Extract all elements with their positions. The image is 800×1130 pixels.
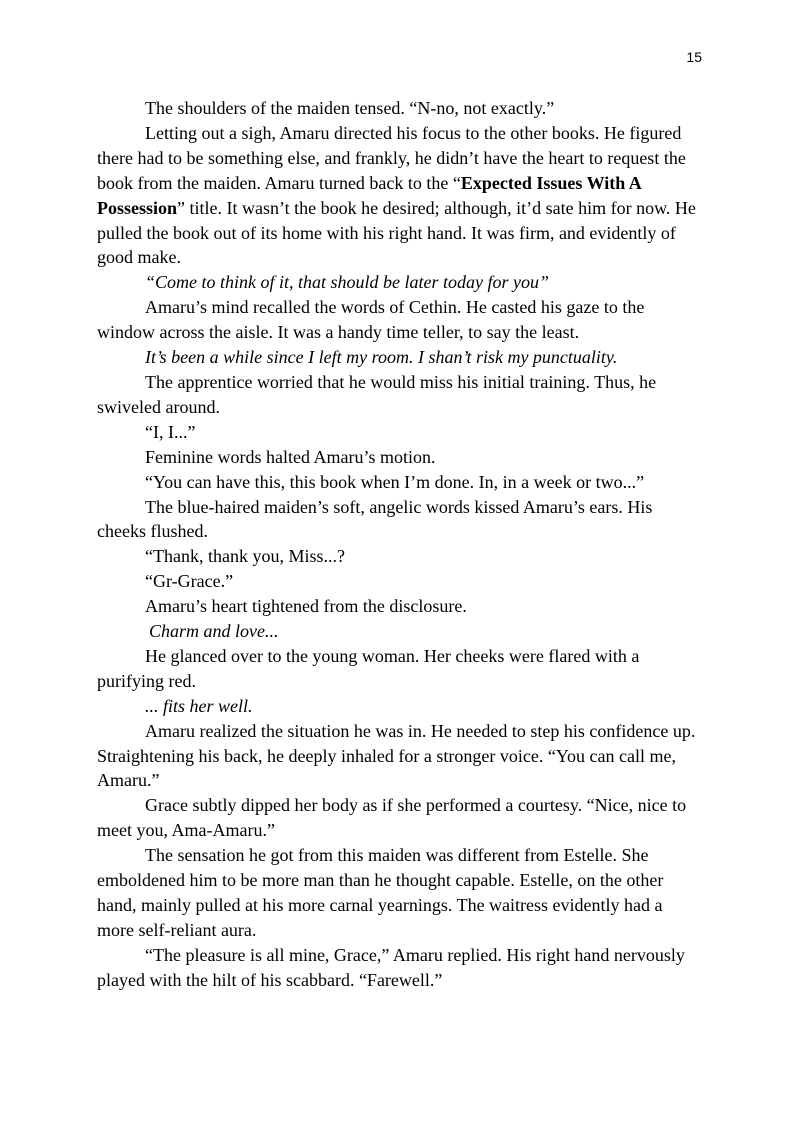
- body-text: [97, 96, 701, 993]
- paragraph-thought: “Come to think of it, that should be later today for you”: [145, 272, 549, 293]
- paragraph: The blue-haired maiden’s soft, angelic words kissed Amaru’s ears. His cheeks flushed.: [97, 496, 653, 542]
- paragraph: The shoulders of the maiden tensed. “N-no, not exactly.”: [145, 98, 555, 118]
- paragraph: The apprentice worried that he would miss his initial training. Thus, he swiveled around.: [97, 371, 657, 417]
- paragraph: The sensation he got from this maiden was different from Estelle. She emboldened him to be more man than he thought capable. Estelle, on the other hand, mainly pulled at his more carnal yearnings. The waitress evidently had a more self-reliant aura.: [97, 845, 664, 940]
- paragraph: Feminine words halted Amaru’s motion.: [145, 446, 436, 467]
- paragraph-thought: It’s been a while since I left my room. I shan’t risk my punctuality.: [145, 347, 618, 368]
- paragraph-text: ” title. It wasn’t the book he desired; although, it’d sate him for now. He pulled the book out of its home with his right hand. It was firm, and evidently of good make.: [97, 197, 696, 268]
- paragraph-text: Letting out a sigh, Amaru directed his focus to the other books. He figured there had to be something else, and frankly, he didn’t have the heart to request the book from the maiden. Amaru turned back to the “: [97, 122, 686, 193]
- paragraph: “You can have this, this book when I’m done. In, in a week or two...”: [145, 471, 645, 492]
- paragraph: He glanced over to the young woman. Her cheeks were flared with a purifying red.: [97, 645, 640, 691]
- book-title: Expected Issues With A Possession: [97, 172, 641, 218]
- page-number: 15: [686, 49, 702, 65]
- paragraph: “Thank, thank you, Miss...?: [145, 546, 345, 567]
- thought-text: Charm and love...: [149, 621, 279, 642]
- paragraph-thought: ... fits her well.: [145, 695, 253, 716]
- paragraph: Amaru’s mind recalled the words of Cethin. He casted his gaze to the window across the aisle. It was a handy time teller, to say the least.: [97, 297, 645, 343]
- paragraph: “The pleasure is all mine, Grace,” Amaru replied. His right hand nervously played with the hilt of his scabbard. “Farewell.”: [97, 944, 685, 990]
- paragraph: [97, 121, 701, 270]
- paragraph: “I, I...”: [145, 421, 196, 442]
- paragraph: Amaru’s heart tightened from the disclosure.: [145, 596, 467, 617]
- paragraph-thought: [97, 619, 701, 644]
- paragraph: Amaru realized the situation he was in. He needed to step his confidence up. Straightening his back, he deeply inhaled for a stronger voice. “You can call me, Amaru.”: [97, 720, 696, 791]
- paragraph: Grace subtly dipped her body as if she performed a courtesy. “Nice, nice to meet you, Ama-Amaru.”: [97, 795, 687, 841]
- paragraph: “Gr-Grace.”: [145, 571, 234, 592]
